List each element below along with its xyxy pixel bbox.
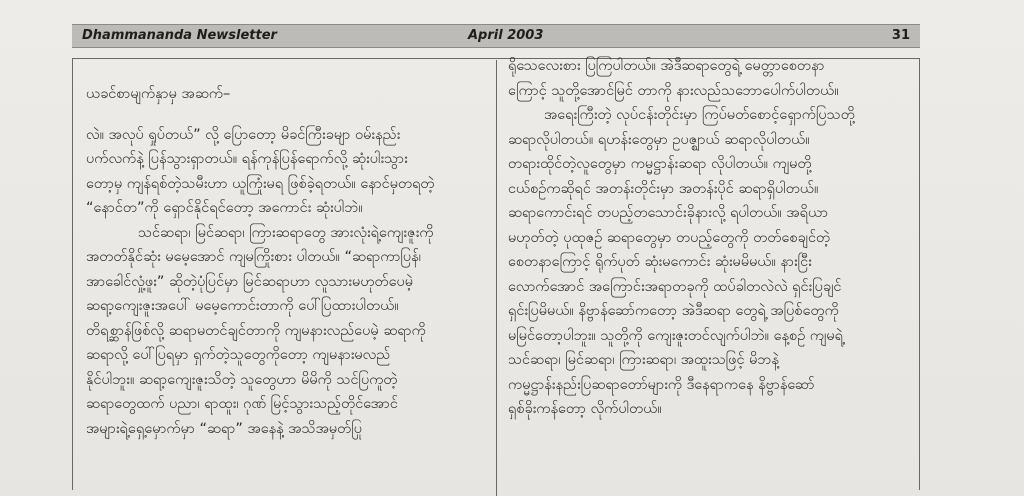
text-line: အများရဲ့ရှေ့မှောက်မှာ “ဆရာ” အနေနဲ့ အသိအမှတ်ပြု: [86, 420, 362, 437]
text-line: ရှစ်ခိုးကန်တော့ လိုက်ပါတယ်။: [508, 401, 662, 417]
text-line: မမြင်တော့ပါဘူး။ သူတို့ကို ကျေးဇူးတင်လျက်ပါဘဲ။ နေ့စဉ် ကျမရဲ့: [508, 327, 843, 344]
page-header-bar: [72, 24, 920, 48]
text-line: ကြောင့် သူတို့အောင်မြင် တာကို နားလည်သဘောပေါက်ပါတယ်။: [508, 82, 839, 99]
text-line: နိုင်ပါဘူး။ ဆရာ့ကျေးဇူးသိတဲ့ သူတွေဟာ မိမိကို သင်ပြကူတဲ့: [86, 371, 398, 388]
text-line: ရှင်းပြမိမယ်။ နိဗ္ဗာန်ဆော်ကတော့ အဲဒီဆရာ တွေရဲ့ အပြစ်တွေကို: [508, 303, 839, 319]
text-line: ဆရာလိုပါတယ်။ ရဟန်းတွေမှာ ဥပဇ္ဈာယ် ဆရာလိုပါတယ်။: [508, 131, 810, 148]
left-paragraph-2: [86, 221, 486, 442]
text-line: လောက်အောင် အကြောင်းအရာတခုကို ထပ်ခါတလဲလဲ ရှင်းပြချင်: [508, 278, 842, 295]
text-line: ဆရာတွေထက် ပညာ၊ ရာထူး၊ ဂုဏ် မြင့်သွားသည့်တိုင်အောင်: [86, 396, 398, 412]
text-line: သင်ဆရာ၊ မြင်ဆရာ၊ ကြားဆရာတွေ အားလုံးရဲ့ကျေးဇူးကို: [138, 224, 434, 241]
issue-date: April 2003: [468, 28, 544, 43]
right-paragraph-1: [508, 54, 910, 103]
text-line: စေတနာကြောင့် ရိုက်ပုတ် ဆုံးမကောင်း ဆုံးမမိမယ်။ နားငြီး: [508, 254, 812, 270]
text-line: လဲ။ အလုပ် ရှုပ်တယ်” လို့ ပြောတော့ မိခင်ကြီးခမျာ ဝမ်းနည်း: [86, 126, 401, 143]
text-line: အာခေါင်လှုံ့ဖူး” ဆိုတဲ့ပုံပြင်မှာ မြင်ဆရာဟာ လူသားမဟုတ်ပေမဲ့: [86, 273, 414, 290]
text-line: မဟုတ်တဲ့ ပုထုဇဉ် ဆရာတွေမှာ တပည့်တွေကို တတ်စေချင်တဲ့: [508, 229, 831, 246]
text-line: တရားထိုင်တဲ့လူတွေမှာ ကမ္မဋ္ဌာန်းဆရာ လိုပါတယ်။ ကျမတို့: [508, 156, 812, 172]
continued-heading: ယခင်စာမျက်နှာမှ အဆက်–: [86, 86, 231, 102]
left-paragraph-1: [86, 123, 486, 221]
left-column: [86, 82, 486, 496]
text-line: ငယ်စဉ်ကဆိုရင် အတန်းတိုင်းမှာ အတန်းပိုင် ဆရာရှိပါတယ်။: [508, 180, 819, 197]
text-line: ရိုသေလေးစား ပြကြပါတယ်။ အဲဒီဆရာတွေရဲ့ မေတ္တာစေတနာ: [508, 58, 825, 74]
text-line: ပက်လက်နဲ့ ပြန်သွားရှာတယ်။ ရန်ကုန်ပြန်ရောက်လို့ ဆုံးပါးသွား: [86, 151, 408, 167]
text-line: အရေးကြီးတဲ့ လုပ်ငန်းတိုင်းမှာ ကြပ်မတ်စောင့်ရှောက်ပြသတို့: [544, 107, 855, 123]
text-line: ဆရာလို့ ပေါ်ပြရမှာ ရှက်တဲ့သူတွေကိုတော့ ကျမနားမလည်: [86, 347, 391, 363]
text-line: “နောင်တ”ကို ရှောင်နိုင်ရင်တော့ အကောင်း ဆုံးပါဘဲ။: [86, 200, 363, 216]
text-line: တော့မှ ကျန်ရစ်တဲ့သမီးဟာ ယူကြုံးမရ ဖြစ်ခဲ့ရတယ်။ နောင်မှတရတဲ့: [86, 175, 435, 192]
text-line: ဆရာကောင်းရင် တပည့်တသောင်းခိုနားလို့ ရပါတယ်။ အရိယာ: [508, 205, 829, 221]
right-paragraph-2: [508, 103, 910, 422]
text-line: ဆရာ့ကျေးဇူးအပေါ် မမေ့ကောင်းတာကို ပေါ်ပြထားပါတယ်။: [86, 298, 399, 314]
page-number: 31: [891, 28, 910, 43]
text-line: သင်ဆရာ၊ မြင်ဆရာ၊ ကြားဆရာ၊ အထူးသဖြင့် မိဘနဲ့: [508, 352, 779, 368]
text-line: ကမ္မဋ္ဌာန်းနည်းပြဆရာတော်များကို ဒီနေရာကနေ နိဗ္ဗာန်ဆော်: [508, 376, 815, 393]
newsletter-title: Dhammananda Newsletter: [82, 28, 277, 43]
text-line: တိရစ္ဆာန်ဖြစ်လို့ ဆရာမတင်ချင်တာကို ကျမနားလည်ပေမဲ့ ဆရာကို: [86, 322, 426, 339]
right-column: [508, 54, 910, 496]
column-divider: [496, 60, 497, 496]
text-line: အတတ်နိုင်ဆုံး မမေ့အောင် ကျမကြိုးစား ပါတယ်။ “ဆရာကာပြန်၊: [86, 249, 421, 265]
